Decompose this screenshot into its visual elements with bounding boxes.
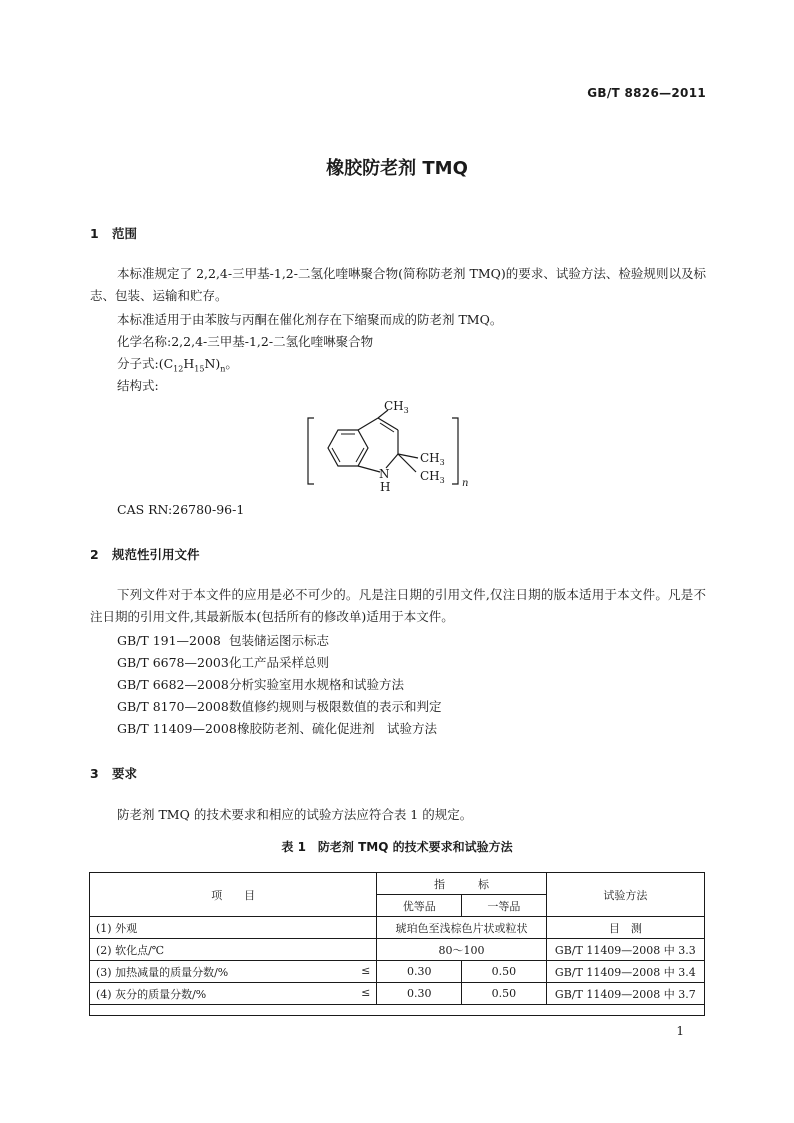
table-row bbox=[90, 917, 705, 939]
table-header-row bbox=[90, 873, 705, 895]
requirements-text: 防老剂 TMQ 的技术要求和相应的试验方法应符合表 1 的规定。 bbox=[117, 807, 473, 822]
reference-title: 橡胶防老剂、硫化促进剂 试验方法 bbox=[237, 721, 438, 736]
formula-h-count: 15 bbox=[194, 364, 205, 374]
scope-paragraph-2: 本标准适用于由苯胺与丙酮在催化剂存在下缩聚而成的防老剂 TMQ。 bbox=[117, 312, 503, 327]
structure-label: 结构式: bbox=[117, 378, 159, 393]
reference-item bbox=[117, 675, 404, 693]
row-first-value: 0.50 bbox=[462, 983, 547, 1005]
row-item: (1) 外观 bbox=[90, 917, 377, 939]
references-intro: 下列文件对于本文件的应用是必不可少的。凡是注日期的引用文件,仅注日期的版本适用于本文件。凡是不注日期的引用文件,其最新版本(包括所有的修改单)适用于本文件。 bbox=[90, 587, 706, 624]
less-equal-sign: ≤ bbox=[361, 963, 371, 977]
section-number: 2 bbox=[90, 547, 99, 562]
header-item: 项 目 bbox=[90, 873, 377, 917]
standard-id: GB/T 8826—2011 bbox=[587, 86, 706, 100]
molecular-formula bbox=[117, 354, 238, 374]
table-caption: 表 1 防老剂 TMQ 的技术要求和试验方法 bbox=[281, 840, 513, 854]
row-item-label: (3) 加热减量的质量分数/% bbox=[96, 965, 229, 979]
row-method: 目 测 bbox=[546, 917, 704, 939]
hydrogen-label: H bbox=[380, 480, 391, 494]
table-row bbox=[90, 939, 705, 961]
structural-formula bbox=[300, 396, 490, 496]
reference-title: 分析实验室用水规格和试验方法 bbox=[229, 677, 405, 692]
row-method: GB/T 11409—2008 中 3.3 bbox=[546, 939, 704, 961]
reference-item bbox=[117, 719, 437, 737]
table-row bbox=[90, 983, 705, 1005]
less-equal-sign: ≤ bbox=[361, 985, 371, 999]
section-2-heading bbox=[90, 545, 200, 563]
reference-code: GB/T 6678—2003 bbox=[117, 655, 229, 670]
section-title: 范围 bbox=[112, 226, 138, 241]
reference-title: 化工产品采样总则 bbox=[229, 655, 330, 670]
header-first-grade: 一等品 bbox=[462, 895, 547, 917]
section-1-heading bbox=[90, 224, 137, 242]
cas-number: CAS RN:26780-96-1 bbox=[117, 502, 245, 517]
row-method: GB/T 11409—2008 中 3.7 bbox=[546, 983, 704, 1005]
methyl-mid-label: $CH_3$ bbox=[420, 451, 445, 467]
header-method: 试验方法 bbox=[546, 873, 704, 917]
nitrogen-label: N bbox=[379, 467, 390, 481]
row-item bbox=[90, 961, 377, 983]
reference-code: GB/T 6682—2008 bbox=[117, 677, 229, 692]
section-number: 3 bbox=[90, 766, 99, 781]
header-index: 指 标 bbox=[377, 873, 546, 895]
table-row bbox=[90, 961, 705, 983]
section-title: 要求 bbox=[112, 766, 138, 781]
row-item-label: (4) 灰分的质量分数/% bbox=[96, 987, 207, 1001]
formula-c-count: 12 bbox=[173, 364, 184, 374]
row-first-value: 0.50 bbox=[462, 961, 547, 983]
scope-paragraph-1: 本标准规定了 2,2,4-三甲基-1,2-二氢化喹啉聚合物(简称防老剂 TMQ)的要求、试验方法、检验规则以及标志、包装、运输和贮存。 bbox=[90, 266, 706, 303]
methyl-top-label: $CH_3$ bbox=[384, 399, 409, 415]
row-merged-value: 琥珀色至浅棕色片状或粒状 bbox=[377, 917, 546, 939]
formula-h: H bbox=[183, 356, 195, 371]
formula-suffix: N) bbox=[204, 356, 221, 371]
document-title: 橡胶防老剂 TMQ bbox=[326, 158, 468, 179]
spec-table bbox=[89, 872, 705, 1005]
section-number: 1 bbox=[90, 226, 99, 241]
row-merged-value: 80～100 bbox=[377, 939, 546, 961]
reference-code: GB/T 191—2008 bbox=[117, 633, 221, 648]
row-item bbox=[90, 983, 377, 1005]
page-number: 1 bbox=[676, 1024, 684, 1038]
section-title: 规范性引用文件 bbox=[112, 547, 200, 562]
header-superior: 优等品 bbox=[377, 895, 462, 917]
reference-code: GB/T 8170—2008 bbox=[117, 699, 229, 714]
row-item: (2) 软化点/℃ bbox=[90, 939, 377, 961]
row-superior-value: 0.30 bbox=[377, 961, 462, 983]
polymer-n-label: n bbox=[462, 478, 469, 489]
section-3-heading bbox=[90, 764, 137, 782]
reference-title: 数值修约规则与极限数值的表示和判定 bbox=[229, 699, 442, 714]
reference-title: 包装储运图示标志 bbox=[229, 633, 330, 648]
formula-prefix: 分子式:(C bbox=[117, 356, 174, 371]
formula-n: n bbox=[220, 364, 226, 374]
chemical-name: 化学名称:2,2,4-三甲基-1,2-二氢化喹啉聚合物 bbox=[117, 334, 374, 349]
row-method: GB/T 11409—2008 中 3.4 bbox=[546, 961, 704, 983]
reference-item bbox=[117, 697, 442, 715]
reference-item bbox=[117, 631, 329, 649]
methyl-bottom-label: $CH_3$ bbox=[420, 469, 445, 485]
reference-item bbox=[117, 653, 329, 671]
reference-code: GB/T 11409—2008 bbox=[117, 721, 237, 736]
formula-end: 。 bbox=[225, 356, 238, 371]
row-superior-value: 0.30 bbox=[377, 983, 462, 1005]
